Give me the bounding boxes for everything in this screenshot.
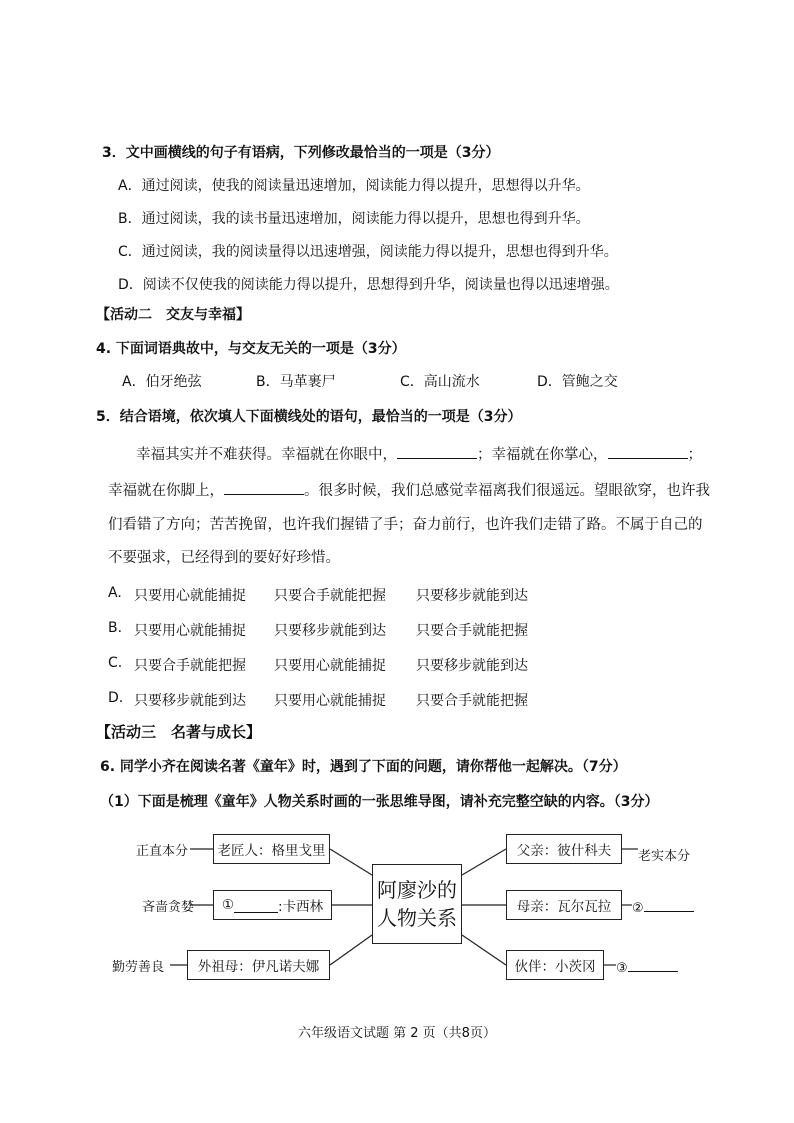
passage-text: 幸福就在你脚上， [108,483,224,499]
mindmap-center-line2: 人物关系 [377,906,457,930]
q5-stem: 5．结合语境，依次填人下面横线处的语句，最恰当的一项是（3分） [96,409,522,425]
q5-option-d-letter: D. [108,690,124,706]
blank-1 [234,898,278,913]
trait-right-1: 老实本分 [638,849,691,864]
q5-option-d-col1: 只要移步就能到达 [134,693,246,709]
trait-right-2 [632,897,694,916]
q5-option-c-letter: C. [108,655,123,671]
q5-option-a-letter: A. [108,585,122,601]
q3-option-d: D．阅读不仅使我的阅读能力得以提升，思想得到升华，阅读量也得以迅速增强。 [118,277,619,293]
q5-option-a-col1: 只要用心就能捕捉 [134,588,246,604]
blank-3 [628,957,678,972]
blank-marker-1: ① [221,897,235,913]
q4-option-b: B．马革裹尸 [256,374,336,390]
q5-option-a-col3: 只要移步就能到达 [416,588,528,604]
q5-option-a-col2: 只要合手就能把握 [274,588,386,604]
trait-right-3 [616,957,678,976]
q5-option-c-col3: 只要移步就能到达 [416,658,528,674]
q5-option-d-col3: 只要合手就能把握 [416,693,528,709]
blank-marker-2: ② [632,901,644,916]
blank-2 [644,897,694,912]
passage-text: 。很多时候，我们总感觉幸福离我们很遥远。望眼欲穿，也许我 [304,483,710,499]
q5-option-b-col1: 只要用心就能捕捉 [134,623,246,639]
mindmap-center-line1: 阿廖沙的 [377,878,457,902]
activity3-heading: 【活动三 名著与成长】 [96,723,262,741]
activity2-heading: 【活动二 交友与幸福】 [96,307,250,323]
page-footer: 六年级语文试题 第 2 页（共8页） [298,1026,496,1041]
q3-option-b: B．通过阅读，我的读书量迅速增加，阅读能力得以提升，思想也得到升华。 [118,211,590,227]
q5-option-d-col2: 只要用心就能捕捉 [274,693,386,709]
q5-option-b-col2: 只要移步就能到达 [274,623,386,639]
q3-stem: 3．文中画横线的句子有语病，下列修改最恰当的一项是（3分） [102,145,500,161]
blank-marker-3: ③ [616,961,628,976]
q4-option-c: C．高山流水 [400,374,480,390]
q5-passage-line3: 们看错了方向；苦苦挽留，也许我们握错了手；奋力前行，也许我们走错了路。不属于自己的 [108,517,703,533]
q5-option-b-col3: 只要合手就能把握 [416,623,528,639]
q4-option-a: A．伯牙绝弦 [122,374,202,390]
node-grandmother: 外祖母：伊凡诺夫娜 [187,950,330,980]
trait-left-1: 正直本分 [136,844,189,859]
q5-passage-line4: 不要强求，已经得到的要好好珍惜。 [108,550,340,566]
q3-option-c: C．通过阅读，我的阅读量得以迅速增强，阅读能力得以提升，思想也得到升华。 [118,244,618,260]
q5-option-c-col1: 只要合手就能把握 [134,658,246,674]
trait-left-2: 吝啬贪婪 [142,900,195,915]
mindmap-center [372,864,462,944]
q5-option-b-letter: B. [108,620,123,636]
q3-option-a: A．通过阅读，使我的阅读量迅速增加，阅读能力得以提升，思想得以升华。 [118,178,590,194]
passage-text: 幸福其实并不难获得。幸福就在你眼中， [136,447,397,463]
q4-stem: 4. 下面词语典故中，与交友无关的一项是（3分） [96,341,406,357]
node-kashirin-label: :卡西林 [278,899,324,915]
q4-option-d: D．管鲍之交 [537,374,618,390]
node-grigory: 老匠人：格里戈里 [213,834,330,864]
trait-left-3: 勤劳善良 [112,960,165,975]
node-father: 父亲：彼什科夫 [506,834,622,864]
q6-stem: 6. 同学小齐在阅读名著《童年》时，遇到了下面的问题，请你帮他一起解决。（7分） [100,759,627,775]
passage-text: ；幸福就在你掌心， [477,447,608,463]
q6-sub1: （1）下面是梳理《童年》人物关系时画的一张思维导图，请补充完整空缺的内容。（3分） [100,794,659,810]
node-kashirin [213,890,332,920]
node-mother: 母亲：瓦尔瓦拉 [506,890,622,920]
passage-text: ； [687,447,702,463]
q5-option-c-col2: 只要用心就能捕捉 [274,658,386,674]
node-gypsy: 伙伴：小茨冈 [506,950,604,980]
